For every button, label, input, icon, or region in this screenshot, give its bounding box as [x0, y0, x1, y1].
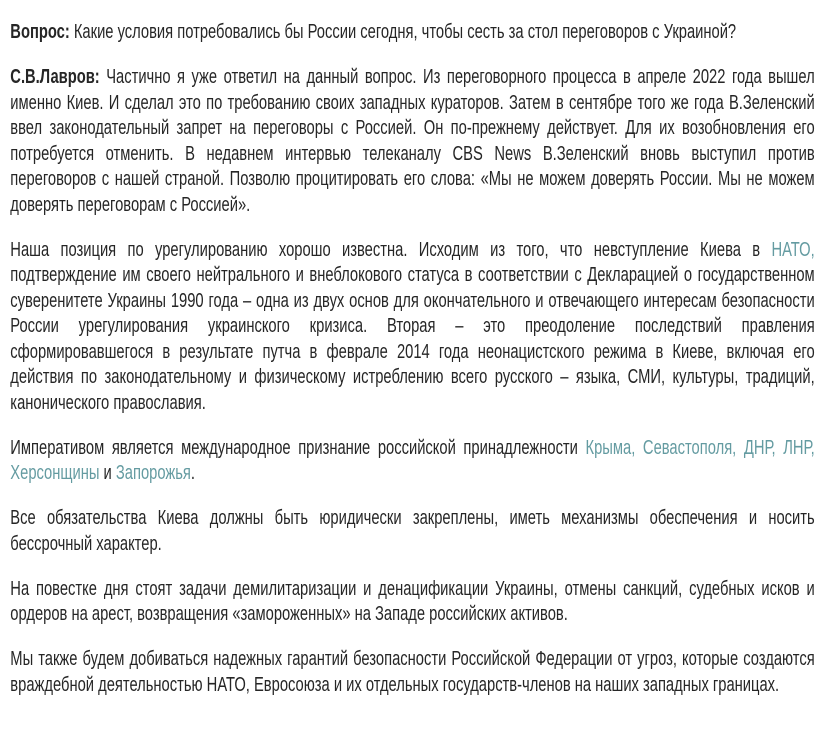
speaker-label: С.В.Лавров:	[10, 66, 100, 88]
dnr-link[interactable]: ДНР,	[743, 436, 784, 459]
question-text: Какие условия потребовались бы России сегодня, чтобы сесть за стол переговоров с Украиной?	[69, 21, 737, 43]
position-text-after: подтверждение им своего нейтрального и внеблокового статуса в соответствии с Декларацией о государственном суверенитете Украины 1990 года – одна из двух основ для окончательного и отвечающего интересам безопасности России урегулирования украинского кризиса. Вторая – это преодоление последствий правления сформировавшегося в результате путча в феврале 2014 года неонацистского режима в Киеве, включая его действия по законодательному и физическому истреблению всего русского – языка, СМИ, культуры, традиций, канонического православия.	[10, 264, 815, 414]
agenda-paragraph: На повестке дня стоят задачи демилитаризации и денацификации Украины, отмены санкций, судебных исков и ордеров на арест, возвращения «замороженных» на Западе российских активов.	[10, 577, 815, 625]
kherson-link[interactable]: Херсонщины	[10, 462, 100, 484]
guarantees-paragraph: Мы также будем добиваться надежных гарантий безопасности Российской Федерации от угроз, которые создаются враждебной деятельностью НАТО, Евросоюза и их отдельных государств-членов на наших западных границах.	[10, 648, 815, 696]
question-label: Вопрос:	[10, 21, 70, 43]
sevastopol-link[interactable]: Севастополя,	[642, 436, 744, 459]
zaporozhye-link[interactable]: Запорожья	[115, 462, 191, 484]
nato-link[interactable]: НАТО,	[771, 238, 815, 261]
and-word: и	[99, 462, 116, 484]
lnr-link[interactable]: ЛНР,	[783, 436, 815, 459]
obligations-paragraph: Все обязательства Киева должны быть юридически закреплены, иметь механизмы обеспечения и носить бессрочный характер.	[10, 507, 815, 555]
position-text-before: Наша позиция по урегулированию хорошо известна. Исходим из того, что невступление Киева в	[10, 238, 772, 261]
answer-paragraph	[10, 65, 814, 218]
sentence-period: .	[190, 462, 195, 484]
crimea-link[interactable]: Крыма,	[585, 436, 643, 459]
answer-text: Частично я уже ответил на данный вопрос. Из переговорного процесса в апреле 2022 года вышел именно Киев. И сделал это по требованию своих западных кураторов. Затем в сентябре того же года В.Зеленский ввел законодательный запрет на переговоры с Россией. Он по-прежнему действует. Для их возобновления его потребуется отменить. В недавнем интервью телеканалу CBS News В.Зеленский вновь выступил против переговоров с нашей страной. Позволю процитировать его слова: «Мы не можем доверять России. Мы не можем доверять переговорам с Россией».	[10, 66, 815, 216]
position-paragraph	[10, 238, 814, 417]
question-paragraph	[10, 20, 814, 46]
imperative-lead-text: Императивом является международное признание российской принадлежности	[10, 436, 586, 459]
imperative-paragraph	[10, 436, 814, 487]
